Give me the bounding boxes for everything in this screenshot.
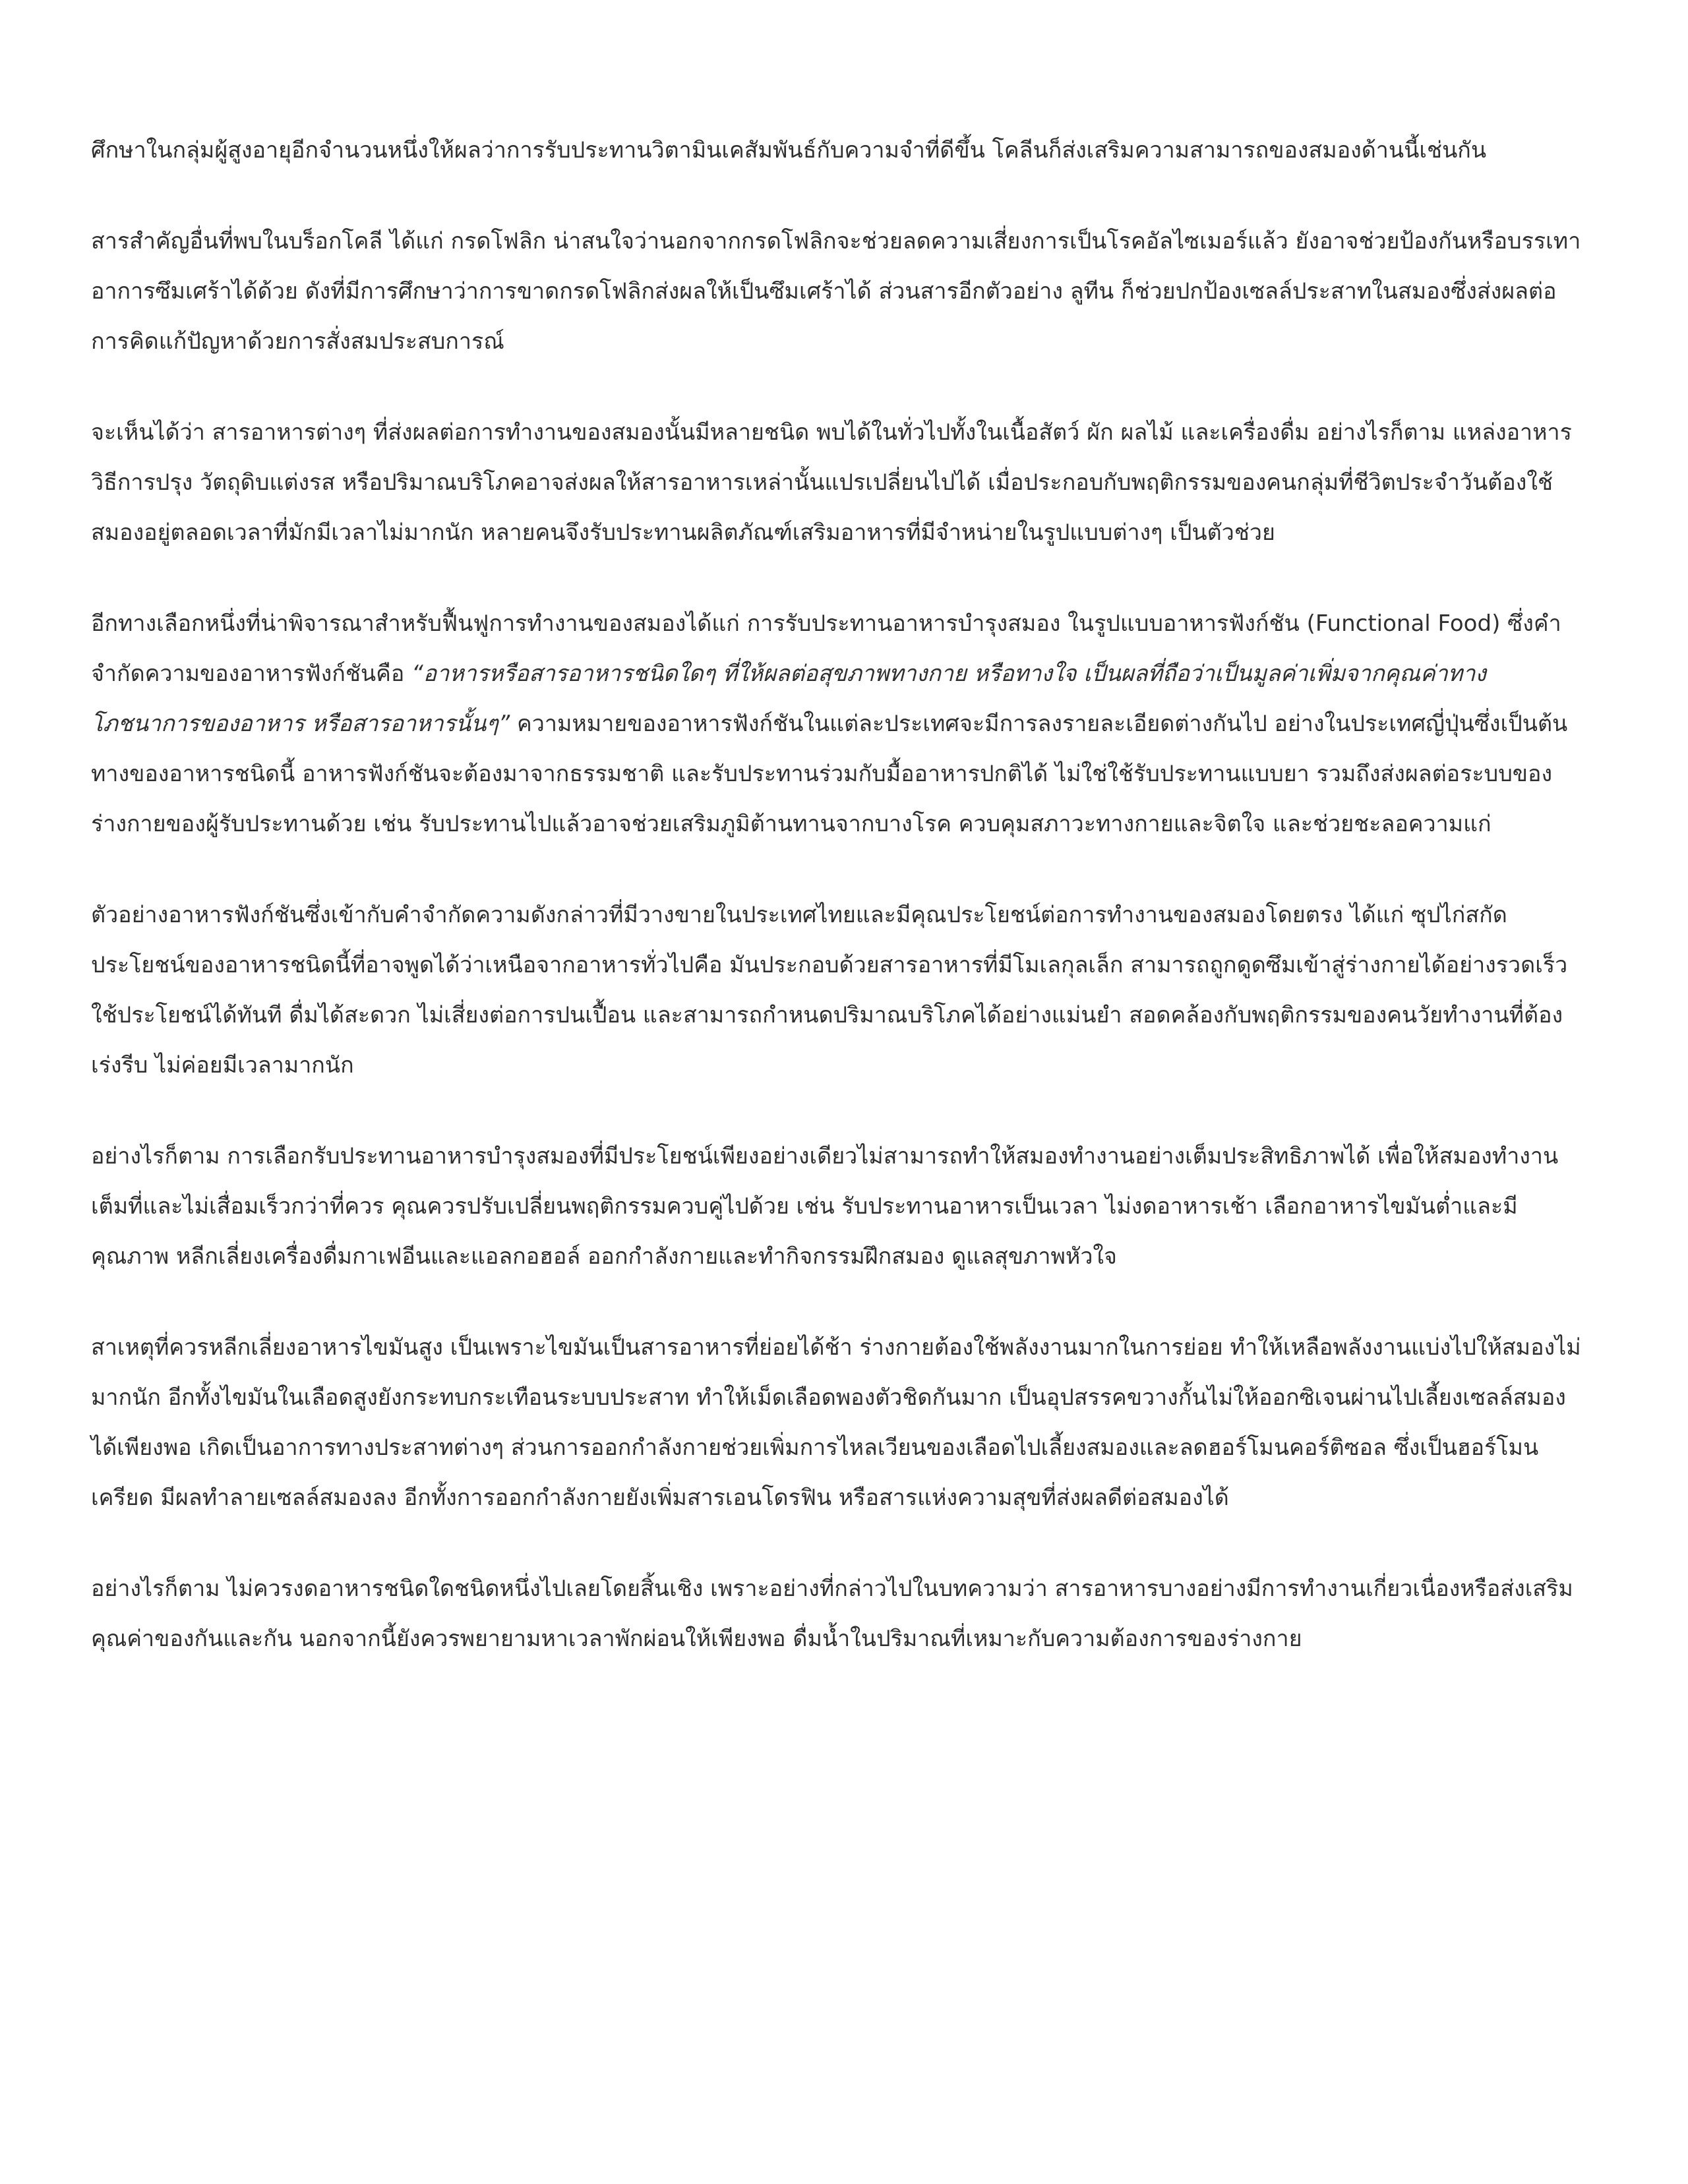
paragraph-chicken-essence: ตัวอย่างอาหารฟังก์ชันซึ่งเข้ากับคำจำกัดความดังกล่าวที่มีวางขายในประเทศไทยและมีคุณประโยชน์ต่อการทำงานของสมองโดยตรง ได้แก่ ซุปไก่สกัด ประโยชน์ของอาหารชนิดนี้ที่อาจพูดได้ว่าเหนือจากอาหารทั่วไปคือ มันประกอบด้วยสารอาหารที่มีโมเลกุลเล็ก สามารถถูกดูดซึมเข้าสู่ร่างกายได้อย่างรวดเร็ว ใช้ประโยชน์ได้ทันที ดื่มได้สะดวก ไม่เสี่ยงต่อการปนเปื้อน และสามารถกำหนดปริมาณบริโภคได้อย่างแม่นยำ สอดคล้องกับพฤติกรรมของคนวัยทำงานที่ต้องเร่งรีบ ไม่ค่อยมีเวลามากนัก: [91, 902, 1568, 1078]
paragraph-functional-food: [91, 599, 1588, 849]
functional-food-details: ความหมายของอาหารฟังก์ชันในแต่ละประเทศจะมีการลงรายละเอียดต่างกันไป อย่างในประเทศญี่ปุ่นซึ่งเป็นต้นทางของอาหารชนิดนี้ อาหารฟังก์ชันจะต้องมาจากธรรมชาติ และรับประทานร่วมกับมื้ออาหารปกติได้ ไม่ใช่ใช้รับประทานแบบยา รวมถึงส่งผลต่อระบบของร่างกายของผู้รับประทานด้วย เช่น รับประทานไปแล้วอาจช่วยเสริมภูมิต้านทานจากบางโรค ควบคุมสภาวะทางกายและจิตใจ และช่วยชะลอความแก่: [91, 711, 1568, 837]
functional-food-definition-quote: “อาหารหรือสารอาหารชนิดใดๆ ที่ให้ผลต่อสุขภาพทางกาย หรือทางใจ เป็นผลที่ถือว่าเป็นมูลค่าเพิ่มจากคุณค่าทางโภชนาการของอาหาร หรือสารอาหารนั้นๆ”: [91, 661, 1486, 737]
paragraph-vitamin-k-choline: ศึกษาในกลุ่มผู้สูงอายุอีกจำนวนหนึ่งให้ผลว่าการรับประทานวิตามินเคสัมพันธ์กับความจำที่ดีขึ้น โคลีนก็ส่งเสริมความสามารถของสมองด้านนี้เช่นกัน: [91, 137, 1487, 163]
paragraph-folic-acid-lutein: สารสำคัญอื่นที่พบในบร็อกโคลี ได้แก่ กรดโฟลิก น่าสนใจว่านอกจากกรดโฟลิกจะช่วยลดความเสี่ยงการเป็นโรคอัลไซเมอร์แล้ว ยังอาจช่วยป้องกันหรือบรรเทาอาการซึมเศร้าได้ด้วย ดังที่มีการศึกษาว่าการขาดกรดโฟลิกส่งผลให้เป็นซึมเศร้าได้ ส่วนสารอีกตัวอย่าง ลูทีน ก็ช่วยปกป้องเซลล์ประสาทในสมองซึ่งส่งผลต่อการคิดแก้ปัญหาด้วยการสั่งสมประสบการณ์: [91, 228, 1581, 355]
paragraph-lifestyle-advice: อย่างไรก็ตาม การเลือกรับประทานอาหารบำรุงสมองที่มีประโยชน์เพียงอย่างเดียวไม่สามารถทำให้สมองทำงานอย่างเต็มประสิทธิภาพได้ เพื่อให้สมองทำงานเต็มที่และไม่เสื่อมเร็วกว่าที่ควร คุณควรปรับเปลี่ยนพฤติกรรมควบคู่ไปด้วย เช่น รับประทานอาหารเป็นเวลา ไม่งดอาหารเช้า เลือกอาหารไขมันต่ำและมีคุณภาพ หลีกเลี่ยงเครื่องดื่มกาเฟอีนและแอลกอฮอล์ ออกกำลังกายและทำกิจกรรมฝึกสมอง ดูแลสุขภาพหัวใจ: [91, 1143, 1559, 1270]
paragraph-nutrient-variety: จะเห็นได้ว่า สารอาหารต่างๆ ที่ส่งผลต่อการทำงานของสมองนั้นมีหลายชนิด พบได้ในทั่วไปทั้งในเนื้อสัตว์ ผัก ผลไม้ และเครื่องดื่ม อย่างไรก็ตาม แหล่งอาหาร วิธีการปรุง วัตถุดิบแต่งรส หรือปริมาณบริโภคอาจส่งผลให้สารอาหารเหล่านั้นแปรเปลี่ยนไปได้ เมื่อประกอบกับพฤติกรรมของคนกลุ่มที่ชีวิตประจำวันต้องใช้สมองอยู่ตลอดเวลาที่มักมีเวลาไม่มากนัก หลายคนจึงรับประทานผลิตภัณฑ์เสริมอาหารที่มีจำหน่ายในรูปแบบต่างๆ เป็นตัวช่วย: [91, 419, 1572, 546]
paragraph-balanced-diet: อย่างไรก็ตาม ไม่ควรงดอาหารชนิดใดชนิดหนึ่งไปเลยโดยสิ้นเชิง เพราะอย่างที่กล่าวไปในบทความว่า สารอาหารบางอย่างมีการทำงานเกี่ยวเนื่องหรือส่งเสริมคุณค่าของกันและกัน นอกจากนี้ยังควรพยายามหาเวลาพักผ่อนให้เพียงพอ ดื่มน้ำในปริมาณที่เหมาะกับความต้องการของร่างกาย: [91, 1576, 1573, 1652]
article-body: [91, 125, 1588, 1705]
functional-food-intro: อีกทางเลือกหนึ่งที่น่าพิจารณาสำหรับฟื้นฟูการทำงานของสมองได้แก่ การรับประทานอาหารบำรุงสมอง ในรูปแบบอาหารฟังก์ชัน (Functional Food) ซึ่งคำจำกัดความของอาหารฟังก์ชันคือ: [91, 610, 1561, 687]
paragraph-high-fat-exercise: สาเหตุที่ควรหลีกเลี่ยงอาหารไขมันสูง เป็นเพราะไขมันเป็นสารอาหารที่ย่อยได้ช้า ร่างกายต้องใช้พลังงานมากในการย่อย ทำให้เหลือพลังงานแบ่งไปให้สมองไม่มากนัก อีกทั้งไขมันในเลือดสูงยังกระทบกระเทือนระบบประสาท ทำให้เม็ดเลือดพองตัวชิดกันมาก เป็นอุปสรรคขวางกั้นไม่ให้ออกซิเจนผ่านไปเลี้ยงเซลล์สมองได้เพียงพอ เกิดเป็นอาการทางประสาทต่างๆ ส่วนการออกกำลังกายช่วยเพิ่มการไหลเวียนของเลือดไปเลี้ยงสมองและลดฮอร์โมนคอร์ติซอล ซึ่งเป็นฮอร์โมนเครียด มีผลทำลายเซลล์สมองลง อีกทั้งการออกกำลังกายยังเพิ่มสารเอนโดรฟิน หรือสารแห่งความสุขที่ส่งผลดีต่อสมองได้: [91, 1334, 1581, 1511]
